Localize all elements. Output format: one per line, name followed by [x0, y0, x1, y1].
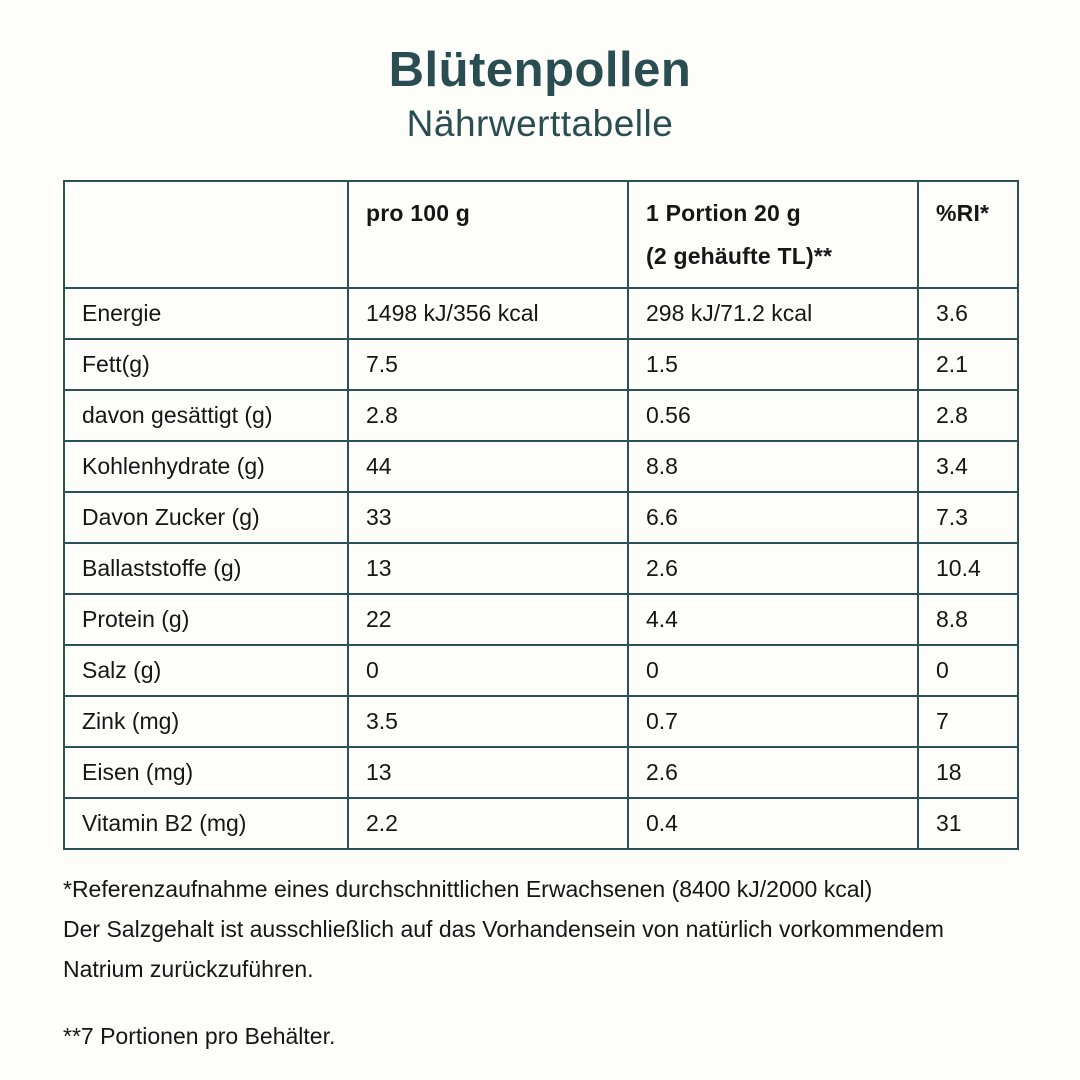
row-label: Davon Zucker (g) — [64, 492, 348, 543]
footnote-reference-line2: Der Salzgehalt ist ausschließlich auf das Vorhandensein von natürlich vorkommendem — [63, 916, 944, 942]
header-portion-line2: (2 gehäufte TL)** — [646, 243, 833, 269]
row-label: Protein (g) — [64, 594, 348, 645]
cell-per-portion: 2.6 — [628, 747, 918, 798]
nutrition-table — [63, 180, 1019, 850]
cell-per-portion: 0 — [628, 645, 918, 696]
row-label: Kohlenhydrate (g) — [64, 441, 348, 492]
table-row — [64, 594, 1018, 645]
row-label: Vitamin B2 (mg) — [64, 798, 348, 849]
cell-percent-ri: 7.3 — [918, 492, 1018, 543]
cell-percent-ri: 3.6 — [918, 288, 1018, 339]
cell-per-100g: 33 — [348, 492, 628, 543]
page-subtitle: Nährwerttabelle — [406, 102, 674, 144]
cell-per-portion: 298 kJ/71.2 kcal — [628, 288, 918, 339]
cell-per-portion: 6.6 — [628, 492, 918, 543]
table-row — [64, 288, 1018, 339]
row-label: Zink (mg) — [64, 696, 348, 747]
cell-per-100g: 2.8 — [348, 390, 628, 441]
cell-per-portion: 1.5 — [628, 339, 918, 390]
table-row — [64, 441, 1018, 492]
header-percent-ri: %RI* — [918, 181, 1018, 288]
footnote-reference-line1: *Referenzaufnahme eines durchschnittlichen Erwachsenen (8400 kJ/2000 kcal) — [63, 876, 873, 902]
cell-per-portion: 2.6 — [628, 543, 918, 594]
table-row — [64, 747, 1018, 798]
cell-per-portion: 0.4 — [628, 798, 918, 849]
table-row — [64, 543, 1018, 594]
table-row — [64, 390, 1018, 441]
header-portion — [628, 181, 918, 288]
header-empty-cell — [64, 181, 348, 288]
footnote-servings: **7 Portionen pro Behälter. — [63, 1023, 336, 1049]
cell-per-100g: 2.2 — [348, 798, 628, 849]
cell-percent-ri: 31 — [918, 798, 1018, 849]
footnote-reference-line3: Natrium zurückzuführen. — [63, 956, 314, 982]
table-row — [64, 696, 1018, 747]
cell-percent-ri: 2.1 — [918, 339, 1018, 390]
cell-percent-ri: 10.4 — [918, 543, 1018, 594]
cell-per-100g: 1498 kJ/356 kcal — [348, 288, 628, 339]
cell-per-100g: 44 — [348, 441, 628, 492]
row-label: davon gesättigt (g) — [64, 390, 348, 441]
cell-percent-ri: 7 — [918, 696, 1018, 747]
cell-per-portion: 0.7 — [628, 696, 918, 747]
cell-per-100g: 0 — [348, 645, 628, 696]
cell-per-100g: 13 — [348, 543, 628, 594]
page-title: Blütenpollen — [388, 43, 692, 97]
header-per-100g: pro 100 g — [348, 181, 628, 288]
table-header-row — [64, 181, 1018, 288]
footnotes-block — [63, 869, 1023, 1056]
header-portion-line1: 1 Portion 20 g — [646, 200, 801, 226]
cell-percent-ri: 3.4 — [918, 441, 1018, 492]
title-block — [0, 0, 1080, 145]
row-label: Energie — [64, 288, 348, 339]
cell-per-100g: 22 — [348, 594, 628, 645]
cell-percent-ri: 2.8 — [918, 390, 1018, 441]
cell-percent-ri: 8.8 — [918, 594, 1018, 645]
cell-per-portion: 8.8 — [628, 441, 918, 492]
row-label: Salz (g) — [64, 645, 348, 696]
cell-percent-ri: 18 — [918, 747, 1018, 798]
table-row — [64, 645, 1018, 696]
cell-per-100g: 7.5 — [348, 339, 628, 390]
cell-per-100g: 13 — [348, 747, 628, 798]
table-row — [64, 339, 1018, 390]
cell-per-portion: 4.4 — [628, 594, 918, 645]
row-label: Ballaststoffe (g) — [64, 543, 348, 594]
table-row — [64, 492, 1018, 543]
table-row — [64, 798, 1018, 849]
row-label: Fett(g) — [64, 339, 348, 390]
cell-per-100g: 3.5 — [348, 696, 628, 747]
cell-percent-ri: 0 — [918, 645, 1018, 696]
cell-per-portion: 0.56 — [628, 390, 918, 441]
row-label: Eisen (mg) — [64, 747, 348, 798]
